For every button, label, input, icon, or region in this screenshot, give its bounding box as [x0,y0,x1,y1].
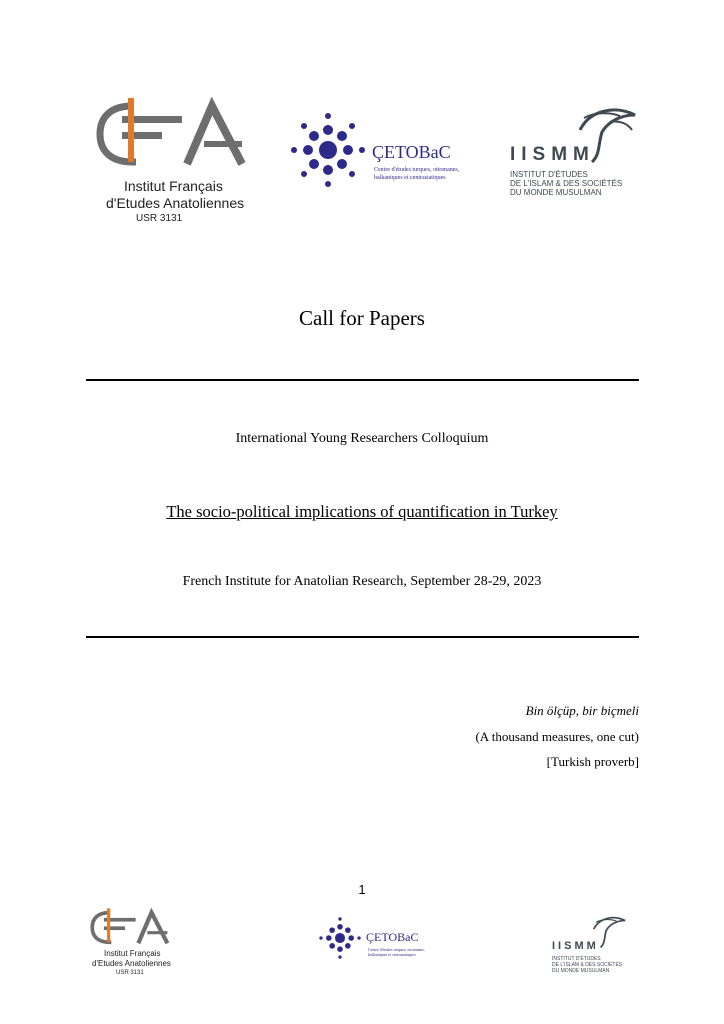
footer-cetobac-name: ÇETOBaC [366,930,419,944]
footer-iismm-desc3: DU MONDE MUSULMAN [552,968,610,974]
footer-ifea-line2: d'Etudes Anatoliennes [92,959,171,968]
cetobac-star-icon [312,910,368,966]
footer-iismm-desc2: DE L'ISLAM & DES SOCIÉTÉS [552,962,623,968]
ifea-line1: Institut Français [124,178,223,194]
page-number: 1 [358,882,366,897]
footer-ifea-logo [88,905,188,985]
event-type: International Young Researchers Colloquium [235,431,489,446]
footer-ifea-line1: Institut Français [104,949,161,958]
iismm-desc2: DE L'ISLAM & DES SOCIÉTÉS [510,179,623,188]
footer-iismm-logo [552,912,642,978]
cetobac-star-icon [278,100,378,200]
iismm-logo [510,100,650,200]
ifea-line3: USR 3131 [136,213,183,224]
ifea-mark-icon [88,905,178,953]
footer-cetobac-desc2: balkaniques et centrasiatiques [368,952,416,957]
iismm-desc3: DU MONDE MUSULMAN [510,188,602,197]
iismm-desc1: INSTITUT D'ÉTUDES [510,170,588,179]
page-title: Call for Papers [299,306,425,330]
ifea-logo [92,92,262,232]
iismm-name: IISMM [510,144,595,165]
ifea-line2: d'Etudes Anatoliennes [106,195,245,211]
cetobac-name: ÇETOBaC [372,142,451,162]
footer-ifea-line3: USR 3131 [116,970,144,976]
proverb-translation: (A thousand measures, one cut) [475,729,639,744]
venue-date: French Institute for Anatolian Research, September 28-29, 2023 [182,574,542,589]
cetobac-desc2: balkaniques et centrasiatiques [374,175,446,181]
footer-iismm-desc1: INSTITUT D'ÉTUDES [552,956,601,962]
cetobac-logo [278,100,478,210]
bottom-divider [86,636,639,638]
cetobac-desc1: Centre d'études turques, ottomanes, [374,167,460,173]
ifea-mark-icon [92,92,262,182]
proverb-attribution: [Turkish proverb] [546,754,639,769]
footer-cetobac-logo [312,910,452,970]
footer-iismm-name: IISMM [552,940,599,952]
proverb: Bin ölçüp, bir biçmeli [525,703,639,718]
footer-cetobac-desc1: Centre d'études turques, ottomanes, [368,947,425,952]
colloquium-theme: The socio-political implications of quantification in Turkey [166,502,558,521]
top-divider [86,379,639,381]
